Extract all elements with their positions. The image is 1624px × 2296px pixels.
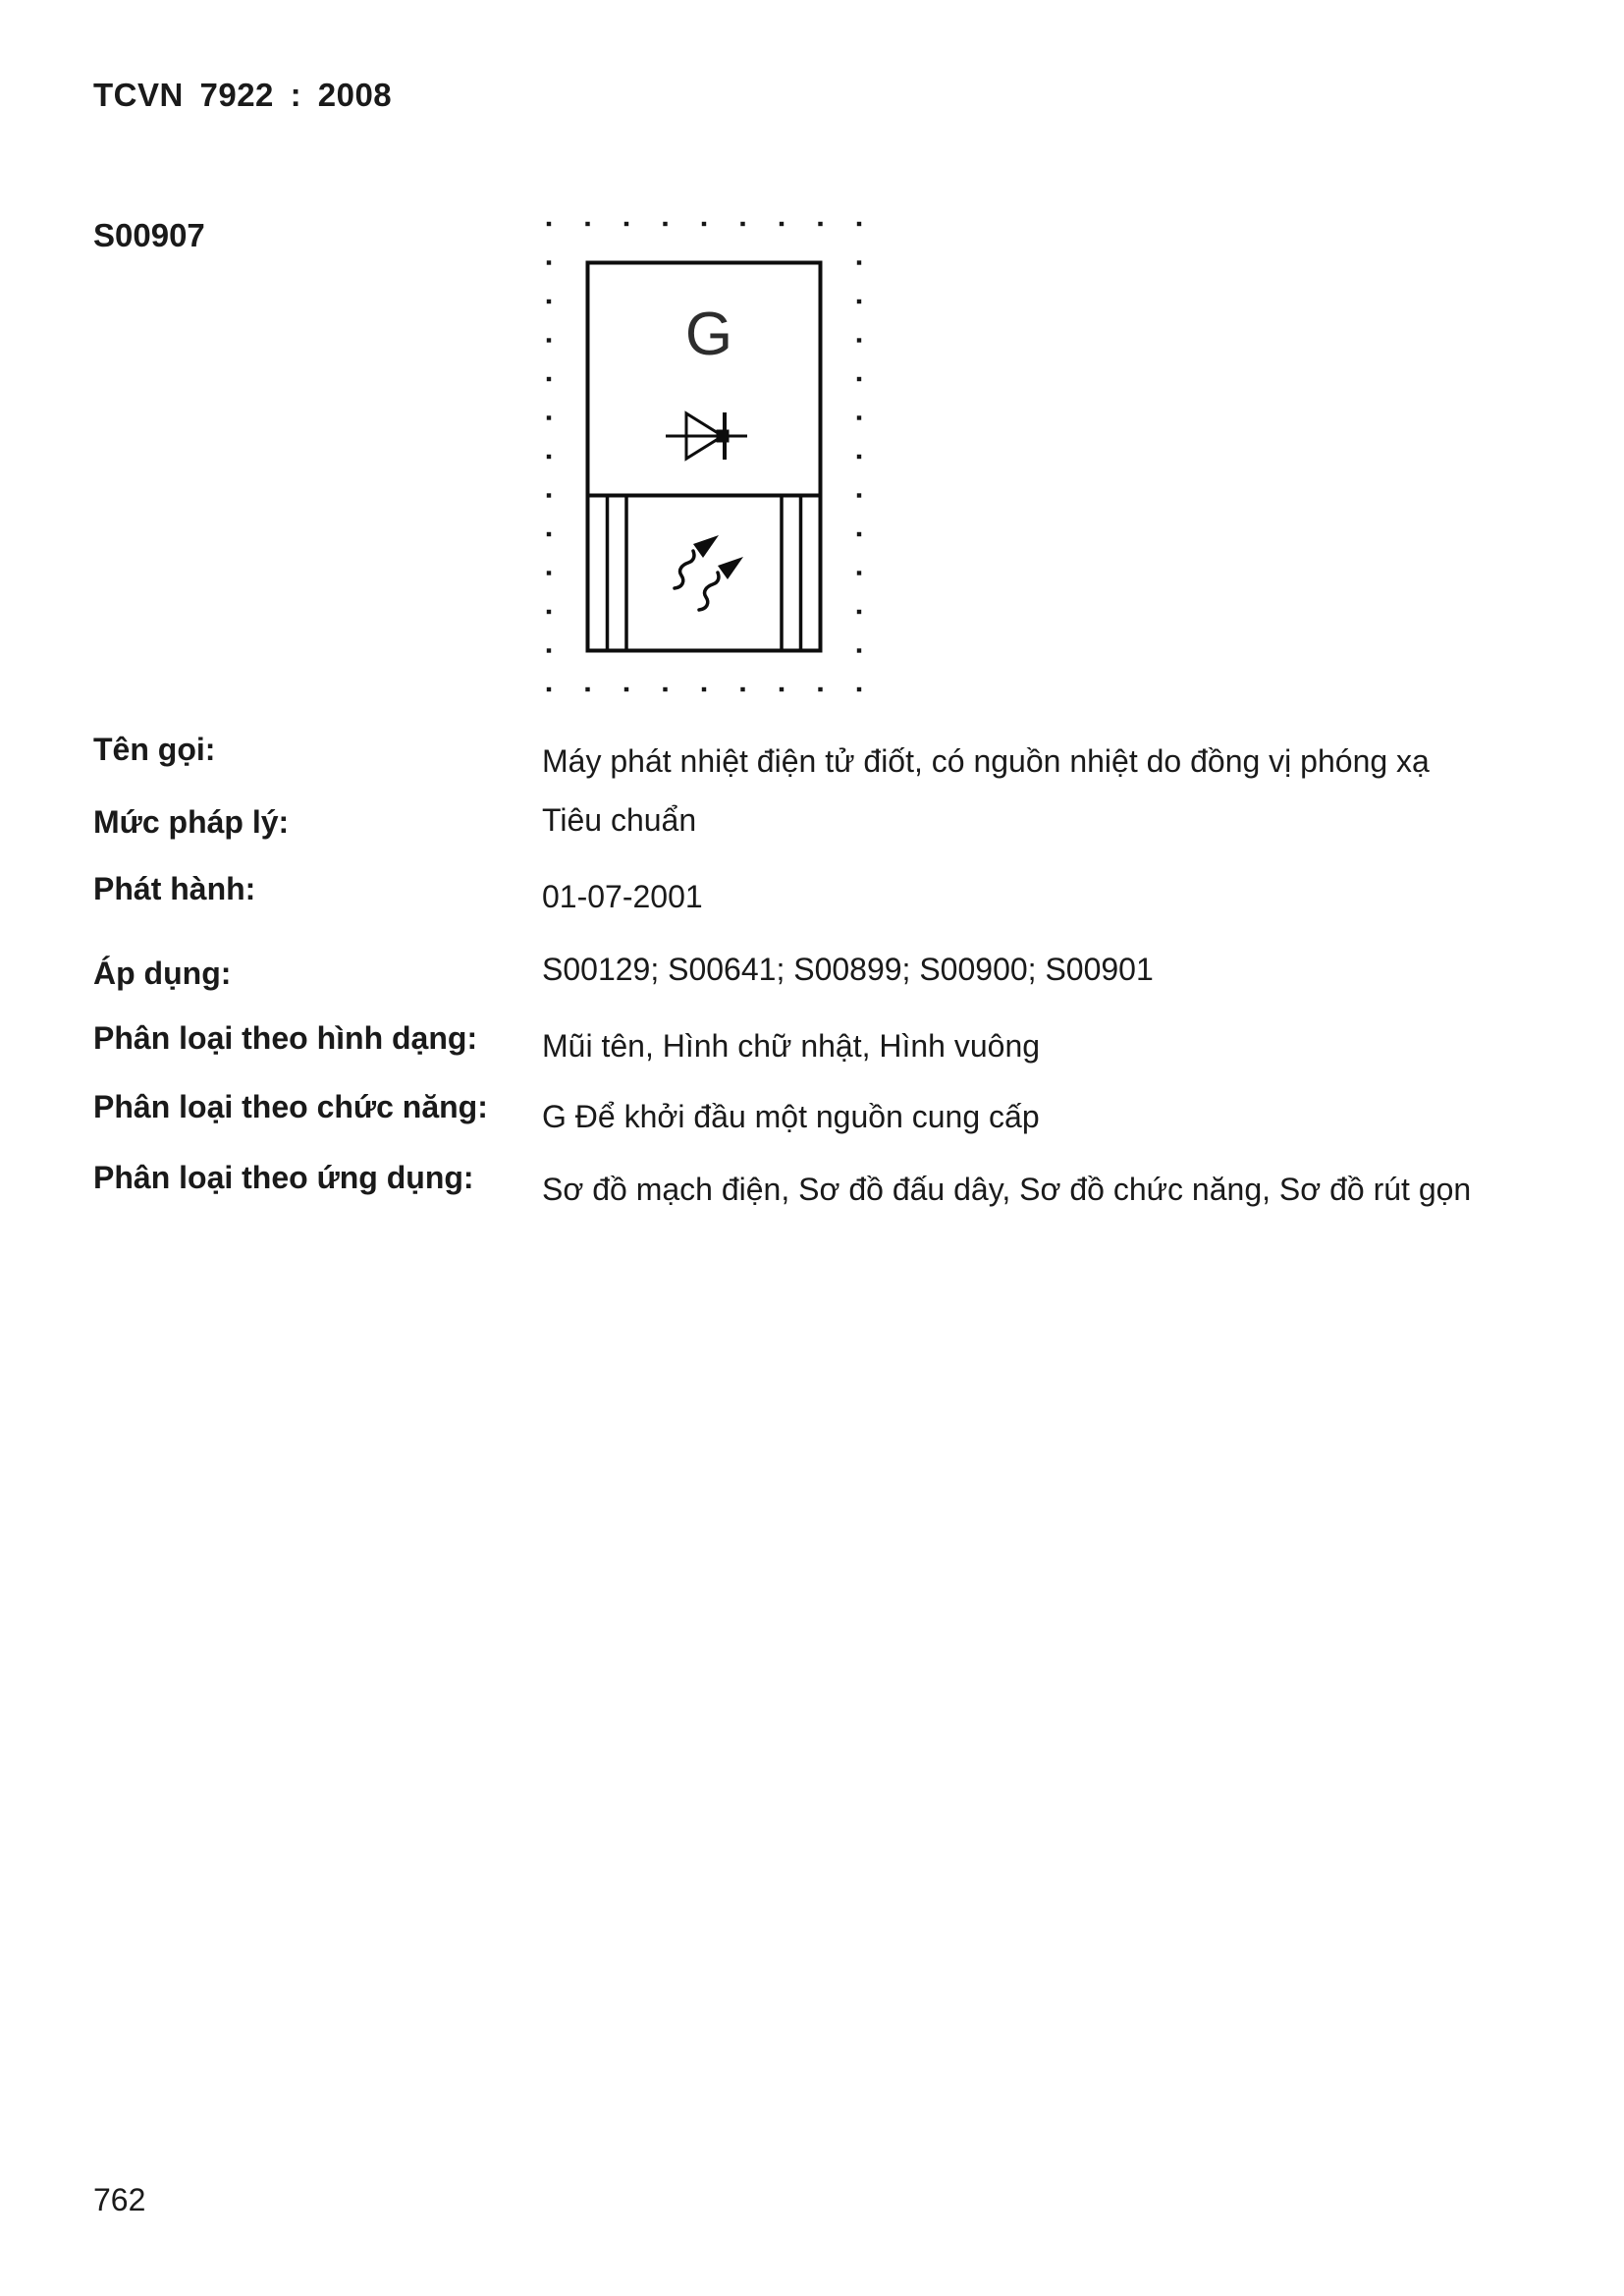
field-label-phan-loai-hinh-dang: Phân loại theo hình dạng: xyxy=(93,1020,478,1056)
page-number: 762 xyxy=(93,2182,146,2217)
document-header: TCVN 7922 : 2008 xyxy=(93,77,393,113)
field-label-ap-dung: Áp dụng: xyxy=(93,956,232,991)
field-value-phan-loai-ung-dung: Sơ đồ mạch điện, Sơ đồ đấu dây, Sơ đồ chức năng, Sơ đồ rút gọn xyxy=(542,1172,1472,1207)
field-label-phan-loai-ung-dung: Phân loại theo ứng dụng: xyxy=(93,1160,474,1195)
field-value-phan-loai-hinh-dang: Mũi tên, Hình chữ nhật, Hình vuông xyxy=(542,1028,1041,1064)
symbol-id: S00907 xyxy=(93,217,205,253)
symbol-letter-G: G xyxy=(684,301,733,368)
field-value-phat-hanh: 01-07-2001 xyxy=(542,879,703,914)
field-value-muc-phap-ly: Tiêu chuẩn xyxy=(542,802,697,838)
field-label-phat-hanh: Phát hành: xyxy=(93,871,256,906)
field-value-ap-dung: S00129; S00641; S00899; S00900; S00901 xyxy=(542,952,1154,987)
field-value-phan-loai-chuc-nang: G Để khởi đầu một nguồn cung cấp xyxy=(542,1099,1040,1134)
field-label-phan-loai-chuc-nang: Phân loại theo chức năng: xyxy=(93,1089,488,1124)
field-label-muc-phap-ly: Mức pháp lý: xyxy=(93,804,290,840)
field-label-ten-goi: Tên gọi: xyxy=(93,732,216,767)
field-value-ten-goi: Máy phát nhiệt điện tử điốt, có nguồn nhiệt do đồng vị phóng xạ xyxy=(542,743,1430,779)
symbol-diagram xyxy=(535,206,879,707)
